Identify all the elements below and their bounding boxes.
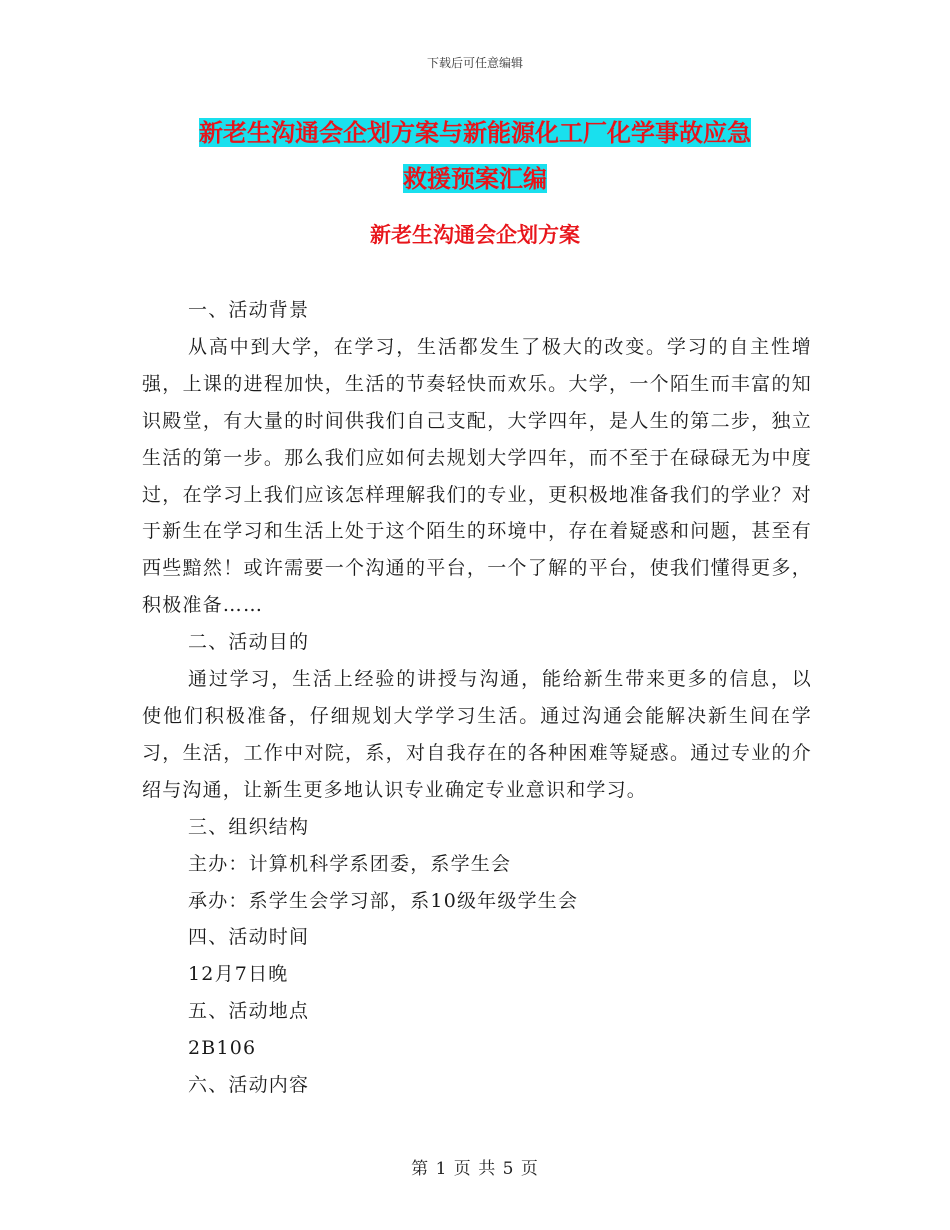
- organization-organizer: 承办：系学生会学习部，系10级年级学生会: [188, 889, 579, 912]
- page-footer: 第 1 页 共 5 页: [411, 1159, 539, 1179]
- background-paragraph: 从高中到大学，在学习，生活都发生了极大的改变。学习的自主性增强，上课的进程加快，生活的节奏轻快而欢乐。大学，一个陌生而丰富的知识殿堂，有大量的时间供我们自己支配，大学四年，是人生的第二步，独立生活的第一步。那么我们应如何去规划大学四年，而不至于在碌碌无为中度过，在学习上我们应该怎样理解我们的专业，更积极地准备我们的学业？对于新生在学习和生活上处于这个陌生的环境中，存在着疑惑和问题，甚至有西些黯然！或许需要一个沟通的平台，一个了解的平台，使我们懂得更多，积极准备……: [142, 335, 812, 617]
- header-note: 下载后可任意编辑: [426, 56, 523, 70]
- organization-heading: 三、组织结构: [188, 815, 310, 838]
- purpose-heading: 二、活动目的: [188, 631, 310, 654]
- background-heading: 一、活动背景: [188, 299, 310, 321]
- location-value: 2B106: [188, 1037, 257, 1060]
- document-body: [142, 292, 812, 1104]
- location-heading: 五、活动地点: [188, 1000, 310, 1023]
- document-title-line-2: 救援预案汇编: [403, 164, 547, 193]
- section-title: 新老生沟通会企划方案: [370, 222, 580, 247]
- time-heading: 四、活动时间: [188, 926, 310, 949]
- document-title-line-1: 新老生沟通会企划方案与新能源化工厂化学事故应急: [199, 118, 751, 147]
- document-title: [140, 110, 810, 202]
- purpose-paragraph: 通过学习，生活上经验的讲授与沟通，能给新生带来更多的信息，以使他们积极准备，仔细规划大学学习生活。通过沟通会能解决新生间在学习，生活，工作中对院，系，对自我存在的各种困难等疑惑。通过专业的介绍与沟通，让新生更多地认识专业确定专业意识和学习。: [142, 668, 812, 801]
- time-value: 12月7日晚: [188, 963, 289, 986]
- content-heading: 六、活动内容: [188, 1074, 310, 1097]
- organization-host: 主办：计算机科学系团委，系学生会: [188, 852, 512, 875]
